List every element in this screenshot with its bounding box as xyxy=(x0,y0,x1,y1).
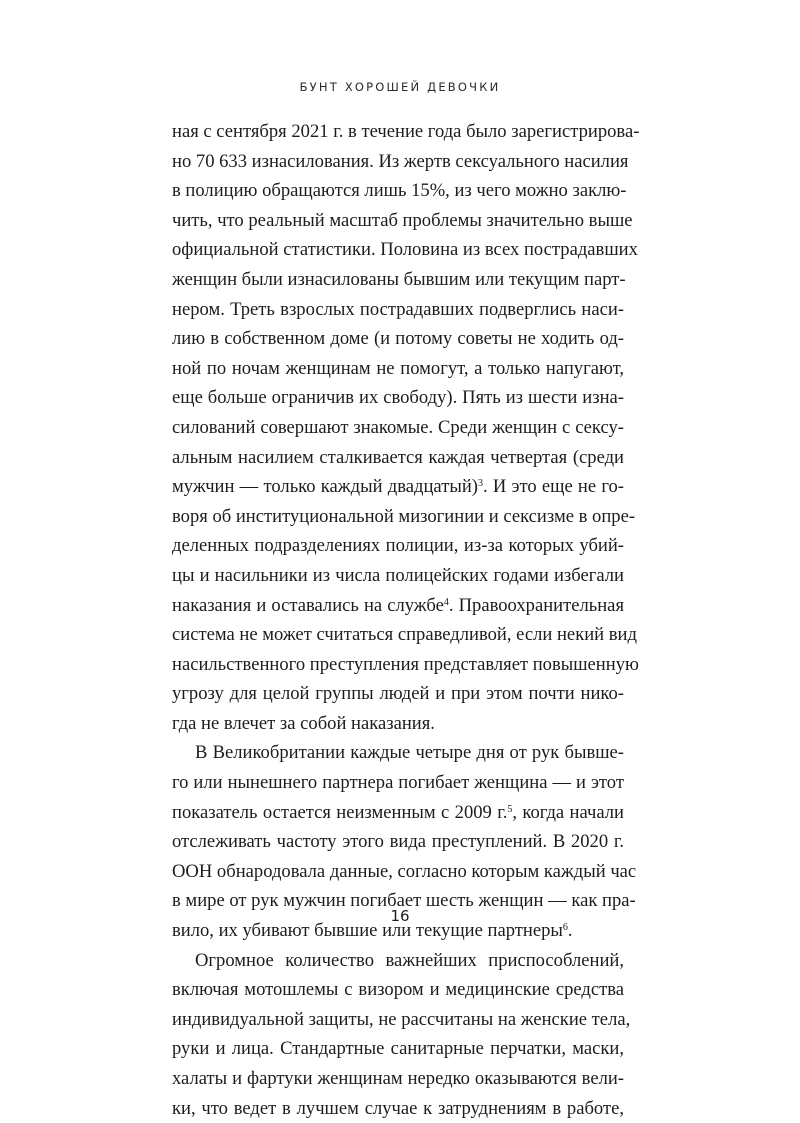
footnote-ref: 6 xyxy=(562,922,568,934)
text-line: чить, что реальный масштаб проблемы значительно выше xyxy=(172,209,633,231)
text-run: . Правоохранительная xyxy=(448,594,624,616)
text-line-with-footnote xyxy=(172,472,624,502)
footnote-ref: 5 xyxy=(507,803,513,815)
text-line: халаты и фартуки женщинам нередко оказываются вели- xyxy=(172,1068,624,1089)
text-run: показатель остается неизменным с 2009 г. xyxy=(172,801,508,823)
text-line: цы и насильники из числа полицейских годами избегали xyxy=(172,564,624,586)
running-head-title: БУНТ ХОРОШЕЙ ДЕВОЧКИ xyxy=(299,80,501,94)
text-line: го или нынешнего партнера погибает женщина — и этот xyxy=(172,772,624,794)
text-line: официальной статистики. Половина из всех пострадавших xyxy=(172,239,638,261)
page-number: 16 xyxy=(390,907,410,925)
text-line: но 70 633 изнасилования. Из жертв сексуального насилия xyxy=(172,150,629,172)
text-line: включая мотошлемы с визором и медицинские средства xyxy=(172,979,624,1001)
text-line: нером. Треть взрослых пострадавших подверглись наси- xyxy=(172,298,624,320)
text-line: насильственного преступления представляет повышенную xyxy=(172,653,639,675)
text-line: еще больше ограничив их свободу). Пять из шести изна- xyxy=(172,387,624,409)
text-line: ной по ночам женщинам не помогут, а только напугают, xyxy=(172,357,624,379)
text-line: женщин были изнасилованы бывшим или текущим парт- xyxy=(172,268,626,290)
text-run: вило, их убивают бывшие или текущие партнеры xyxy=(172,920,563,942)
paragraph-first-line: В Великобритании каждые четыре дня от рук бывше- xyxy=(195,742,624,764)
text-line: система не может считаться справедливой, если некий вид xyxy=(172,624,637,646)
text-line: ки, что ведет в лучшем случае к затруднениям в работе, xyxy=(172,1097,624,1119)
text-run: . И это еще не го- xyxy=(482,476,624,498)
text-run: , когда начали xyxy=(512,801,624,823)
text-run: мужчин — только каждый двадцатый) xyxy=(172,476,478,498)
footnote-ref: 4 xyxy=(443,596,449,608)
text-line: руки и лица. Стандартные санитарные перчатки, маски, xyxy=(172,1038,624,1060)
text-line: воря об институциональной мизогинии и сексизме в опре- xyxy=(172,505,636,527)
text-line-with-footnote xyxy=(172,798,624,828)
text-run: . xyxy=(567,920,573,942)
text-line: угрозу для целой группы людей и при этом почти нико- xyxy=(172,683,624,705)
text-line-with-footnote xyxy=(172,591,624,621)
text-line: в полицию обращаются лишь 15%, из чего можно заклю- xyxy=(172,180,627,202)
text-line: силований совершают знакомые. Среди женщин с сексу- xyxy=(172,416,624,438)
text-line: альным насилием сталкивается каждая четвертая (среди xyxy=(172,446,624,468)
paragraph-first-line: Огромное количество важнейших приспособлений, xyxy=(195,949,624,971)
text-line: ООН обнародовала данные, согласно которым каждый час xyxy=(172,860,637,882)
text-line: ная с сентября 2021 г. в течение года было зарегистрирова- xyxy=(172,121,640,142)
text-line: индивидуальной защиты, не рассчитаны на женские тела, xyxy=(172,1008,631,1030)
text-line: в мире от рук мужчин погибает шесть женщин — как пра- xyxy=(172,890,636,912)
footnote-ref: 3 xyxy=(477,478,483,490)
text-line: отслеживать частоту этого вида преступлений. В 2020 г. xyxy=(172,831,624,853)
text-run: наказания и оставались на службе xyxy=(172,594,444,616)
text-line: гда не влечет за собой наказания. xyxy=(172,712,435,734)
text-line: деленных подразделениях полиции, из-за которых убий- xyxy=(172,535,624,557)
text-line: лию в собственном доме (и потому советы не ходить од- xyxy=(172,328,624,350)
body-text xyxy=(172,117,640,1123)
